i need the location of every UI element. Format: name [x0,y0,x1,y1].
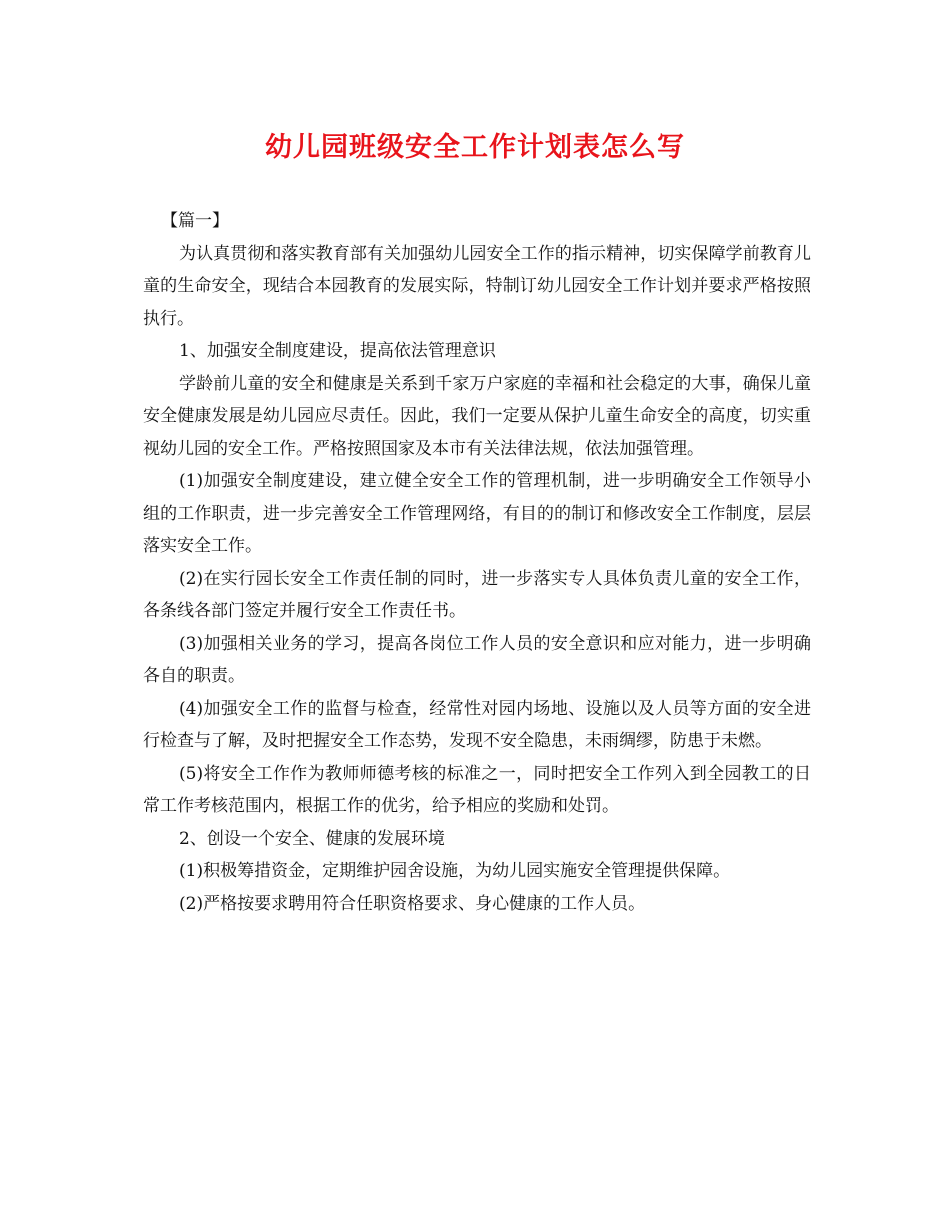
item-1-1: (1)加强安全制度建设，建立健全安全工作的管理机制，进一步明确安全工作领导小组的工作职责，进一步完善安全工作管理网络，有目的的制订和修改安全工作制度，层层落实安全工作。 [143,471,811,556]
paragraph-1: 学龄前儿童的安全和健康是关系到千家万户家庭的幸福和社会稳定的大事，确保儿童安全健康发展是幼儿园应尽责任。因此，我们一定要从保护儿童生命安全的高度，切实重视幼儿园的安全工作。严格按照国家及本市有关法律法规，依法加强管理。 [143,373,811,459]
item-2-1: (1)积极筹措资金，定期维护园舍设施，为幼儿园实施安全管理提供保障。 [179,861,731,881]
item-1-3: (3)加强相关业务的学习，提高各岗位工作人员的安全意识和应对能力，进一步明确各自的职责。 [143,633,811,686]
item-1-5: (5)将安全工作作为教师师德考核的标准之一，同时把安全工作列入到全园教工的日常工作考核范围内，根据工作的优劣，给予相应的奖励和处罚。 [143,763,811,816]
heading-2: 2、创设一个安全、健康的发展环境 [179,828,445,849]
document-body [143,205,811,920]
item-2-2: (2)严格按要求聘用符合任职资格要求、身心健康的工作人员。 [179,893,646,914]
paragraph-intro: 为认真贯彻和落实教育部有关加强幼儿园安全工作的指示精神，切实保障学前教育儿童的生命安全，现结合本园教育的发展实际，特制订幼儿园安全工作计划并要求严格按照执行。 [143,243,811,329]
heading-1: 1、加强安全制度建设，提高依法管理意识 [179,341,496,361]
item-1-4: (4)加强安全工作的监督与检查，经常性对园内场地、设施以及人员等方面的安全进行检查与了解，及时把握安全工作态势，发现不安全隐患，未雨绸缪，防患于未燃。 [143,698,811,751]
section-label: 【篇一】 [161,211,229,231]
document-title: 幼儿园班级安全工作计划表怎么写 [265,132,685,163]
item-1-2: (2)在实行园长安全工作责任制的同时，进一步落实专人具体负责儿童的安全工作，各条线各部门签定并履行安全工作责任书。 [143,568,811,621]
